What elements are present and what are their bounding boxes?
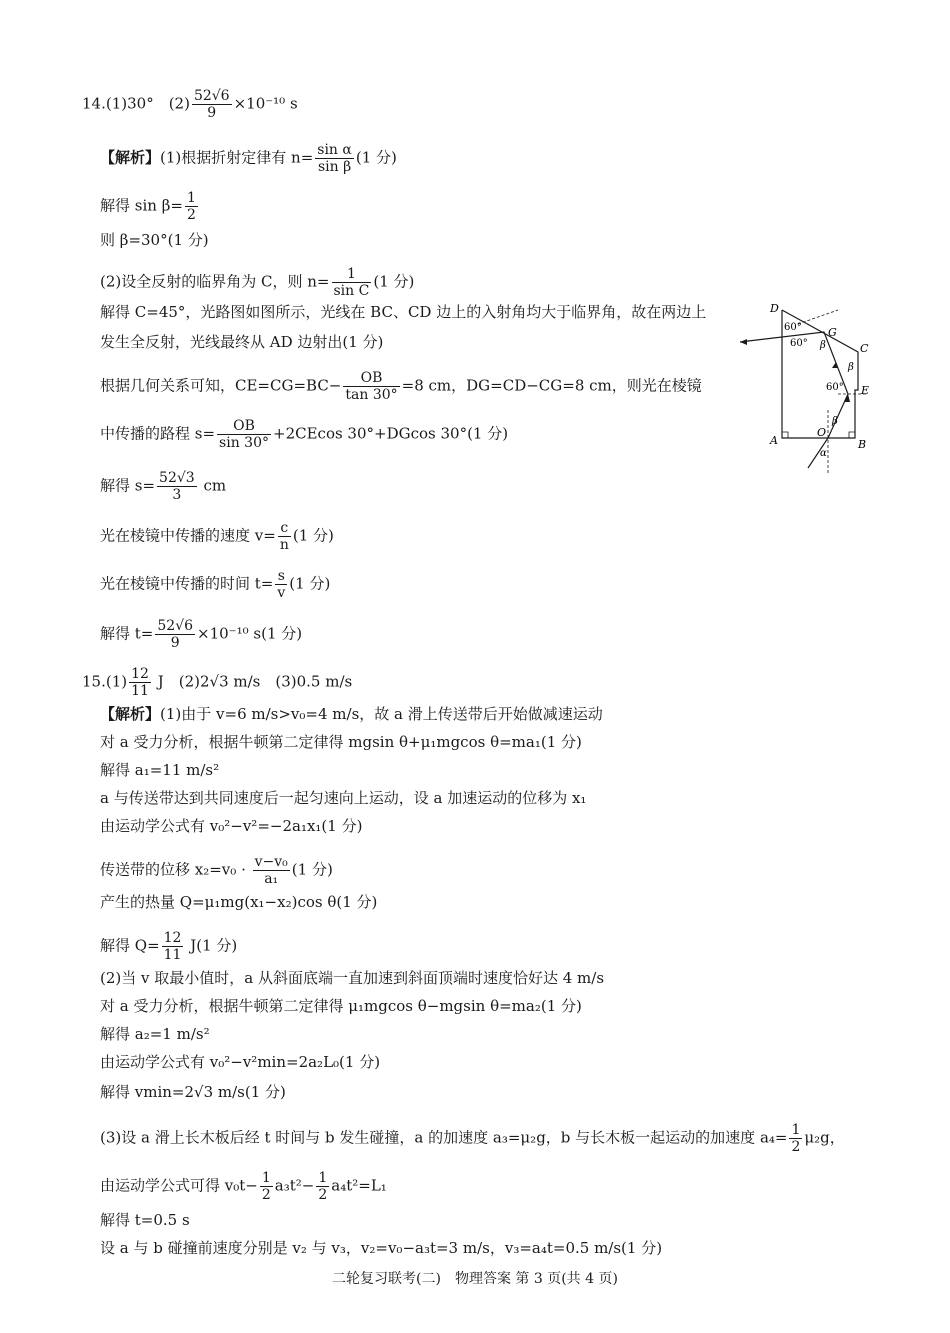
fraction: $\frac{1}{2}$ xyxy=(261,1170,271,1203)
normal-line xyxy=(798,310,838,324)
angle-label: 60° xyxy=(784,322,802,333)
fraction: $\frac{12}{11}$ xyxy=(163,930,182,963)
vertex-label-D: D xyxy=(770,302,779,315)
vertex-label-B: B xyxy=(858,438,867,451)
angle-label: α xyxy=(820,448,827,459)
q15-line-12: 由运动学公式有 v₀²−v²min=2a₂L₀(1 分) xyxy=(100,1053,381,1071)
q15-line-16: 解得 t=0.5 s xyxy=(100,1211,190,1229)
angle-label: β xyxy=(832,416,838,427)
q15-line-5: 由运动学公式有 v₀²−v²=−2a₁x₁(1 分) xyxy=(100,817,363,835)
q14-line-3: 则 β=30°(1 分) xyxy=(100,231,209,249)
q14-analysis-line-1: 【解析】(1)根据折射定律有 n= $\frac{\text{sin α}}{\text{sin β}}$ (1 分) xyxy=(100,142,397,175)
q15-line-7: 产生的热量 Q=μ₁mg(x₁−x₂)cos θ(1 分) xyxy=(100,893,378,911)
q14-line-10: 光在棱镜中传播的速度 v= $\frac{c}{n}$ (1 分) xyxy=(100,520,334,553)
fraction: $\frac{1}{2}$ xyxy=(318,1170,328,1203)
q15-line-6: 传送带的位移 x₂=v₀ · $\frac{\text{v−v₀}}{\text{a₁}}$ (1 分) xyxy=(100,854,333,887)
fraction: $\frac{\text{v−v₀}}{\text{a₁}}$ xyxy=(254,854,288,887)
page-footer: 二轮复习联考(二) 物理答案 第 3 页(共 4 页) xyxy=(332,1271,618,1287)
fraction: $\frac{c}{n}$ xyxy=(279,520,289,553)
q14-line-7: 根据几何关系可知，CE=CG=BC− $\frac{OB}{\tan 30^\circ}$ =8 cm，DG=CD−CG=8 cm，则光在棱镜 xyxy=(100,370,702,403)
q15-line-17: 设 a 与 b 碰撞前速度分别是 v₂ 与 v₃，v₂=v₀−a₃t=3 m/s，v₃=a₄t=0.5 m/s(1 分) xyxy=(100,1239,663,1257)
q15-line-4: a 与传送带达到共同速度后一起匀速向上运动，设 a 加速运动的位移为 x₁ xyxy=(100,789,587,807)
q14-line-11: 光在棱镜中传播的时间 t= $\frac{s}{v}$ (1 分) xyxy=(100,568,331,601)
fraction: $\frac{52√6}{9}$ xyxy=(193,88,230,121)
prism-light-path-diagram xyxy=(740,298,880,473)
vertex-label-O: O xyxy=(817,426,827,439)
q15-line-11: 解得 a₂=1 m/s² xyxy=(100,1025,210,1043)
q14-line-5: 解得 C=45°，光路图如图所示，光线在 BC、CD 边上的入射角均大于临界角，故在两边上 xyxy=(100,303,707,321)
q15-line-2: 对 a 受力分析，根据牛顿第二定律得 mgsin θ+μ₁mgcos θ=ma₁(1 分) xyxy=(100,733,582,751)
fraction: $\frac{1}{\text{sin C}}$ xyxy=(333,266,370,299)
vertex-label-C: C xyxy=(860,342,869,355)
q14-line-2: 解得 sin β= $\frac{1}{2}$ xyxy=(100,190,196,223)
angle-label: 60° xyxy=(826,382,844,393)
fraction: $\frac{52√3}{3}$ xyxy=(159,470,195,503)
fraction: $\frac{1}{2}$ xyxy=(186,190,196,223)
q14-line-8: 中传播的路程 s= $\frac{OB}{\sin 30^\circ}$ +2CEcos 30°+DGcos 30°(1 分) xyxy=(100,418,509,451)
q15-analysis-line-1: 【解析】(1)由于 v=6 m/s>v₀=4 m/s，故 a 滑上传送带后开始做减速运动 xyxy=(100,705,603,723)
angle-label: 60° xyxy=(790,338,808,349)
vertex-label-G: G xyxy=(828,326,837,339)
fraction: $\frac{OB}{\tan 30^\circ}$ xyxy=(345,370,398,403)
fraction: $\frac{\text{sin α}}{\text{sin β}}$ xyxy=(317,142,352,175)
q14-line-9: 解得 s= $\frac{52√3}{3}$ cm xyxy=(100,470,227,503)
angle-label: β xyxy=(848,362,854,373)
q15-line-3: 解得 a₁=11 m/s² xyxy=(100,761,220,779)
ray-arrow xyxy=(740,339,747,345)
q15-answer: 15.(1) $\frac{12}{11}$ J (2)2√3 m/s (3)0.5 m/s xyxy=(82,666,353,699)
fraction: $\frac{12}{11}$ xyxy=(131,666,149,699)
fraction: $\frac{s}{v}$ xyxy=(277,568,286,601)
right-angle-mark xyxy=(849,432,855,438)
q15-line-15: 由运动学公式可得 v₀t− $\frac{1}{2}$ a₃t²− $\frac{1}{2}$ a₄t²=L₁ xyxy=(100,1170,387,1203)
q15-line-13: 解得 vmin=2√3 m/s(1 分) xyxy=(100,1083,286,1101)
vertex-label-E: E xyxy=(861,384,870,397)
fraction: $\frac{1}{2}$ xyxy=(791,1122,801,1155)
light-ray xyxy=(740,332,848,468)
right-angle-mark xyxy=(782,432,788,438)
q14-line-12: 解得 t= $\frac{52√6}{9}$ ×10⁻¹⁰ s(1 分) xyxy=(100,618,303,651)
fraction: $\frac{OB}{\sin 30^\circ}$ xyxy=(219,418,269,451)
q14-answer: 14.(1)30° (2) $\frac{52√6}{9}$ ×10⁻¹⁰ s xyxy=(82,88,298,121)
angle-label: β xyxy=(820,340,826,351)
q14-line-4: (2)设全反射的临界角为 C，则 n= $\frac{1}{\text{sin C}}$ (1 分) xyxy=(100,266,415,299)
q15-line-8: 解得 Q= $\frac{12}{11}$ J(1 分) xyxy=(100,930,238,963)
vertex-label-A: A xyxy=(770,434,778,447)
q15-line-14: (3)设 a 滑上长木板后经 t 时间与 b 发生碰撞，a 的加速度 a₃=μ₂g，b 与长木板一起运动的加速度 a₄= $\frac{1}{2}$ μ₂g， xyxy=(100,1122,845,1155)
q15-line-9: (2)当 v 取最小值时，a 从斜面底端一直加速到斜面顶端时速度恰好达 4 m/s xyxy=(100,969,605,987)
fraction: $\frac{52√6}{9}$ xyxy=(157,618,194,651)
q14-line-6: 发生全反射，光线最终从 AD 边射出(1 分) xyxy=(100,333,384,351)
q15-line-10: 对 a 受力分析，根据牛顿第二定律得 μ₁mgcos θ−mgsin θ=ma₂(1 分) xyxy=(100,997,582,1015)
